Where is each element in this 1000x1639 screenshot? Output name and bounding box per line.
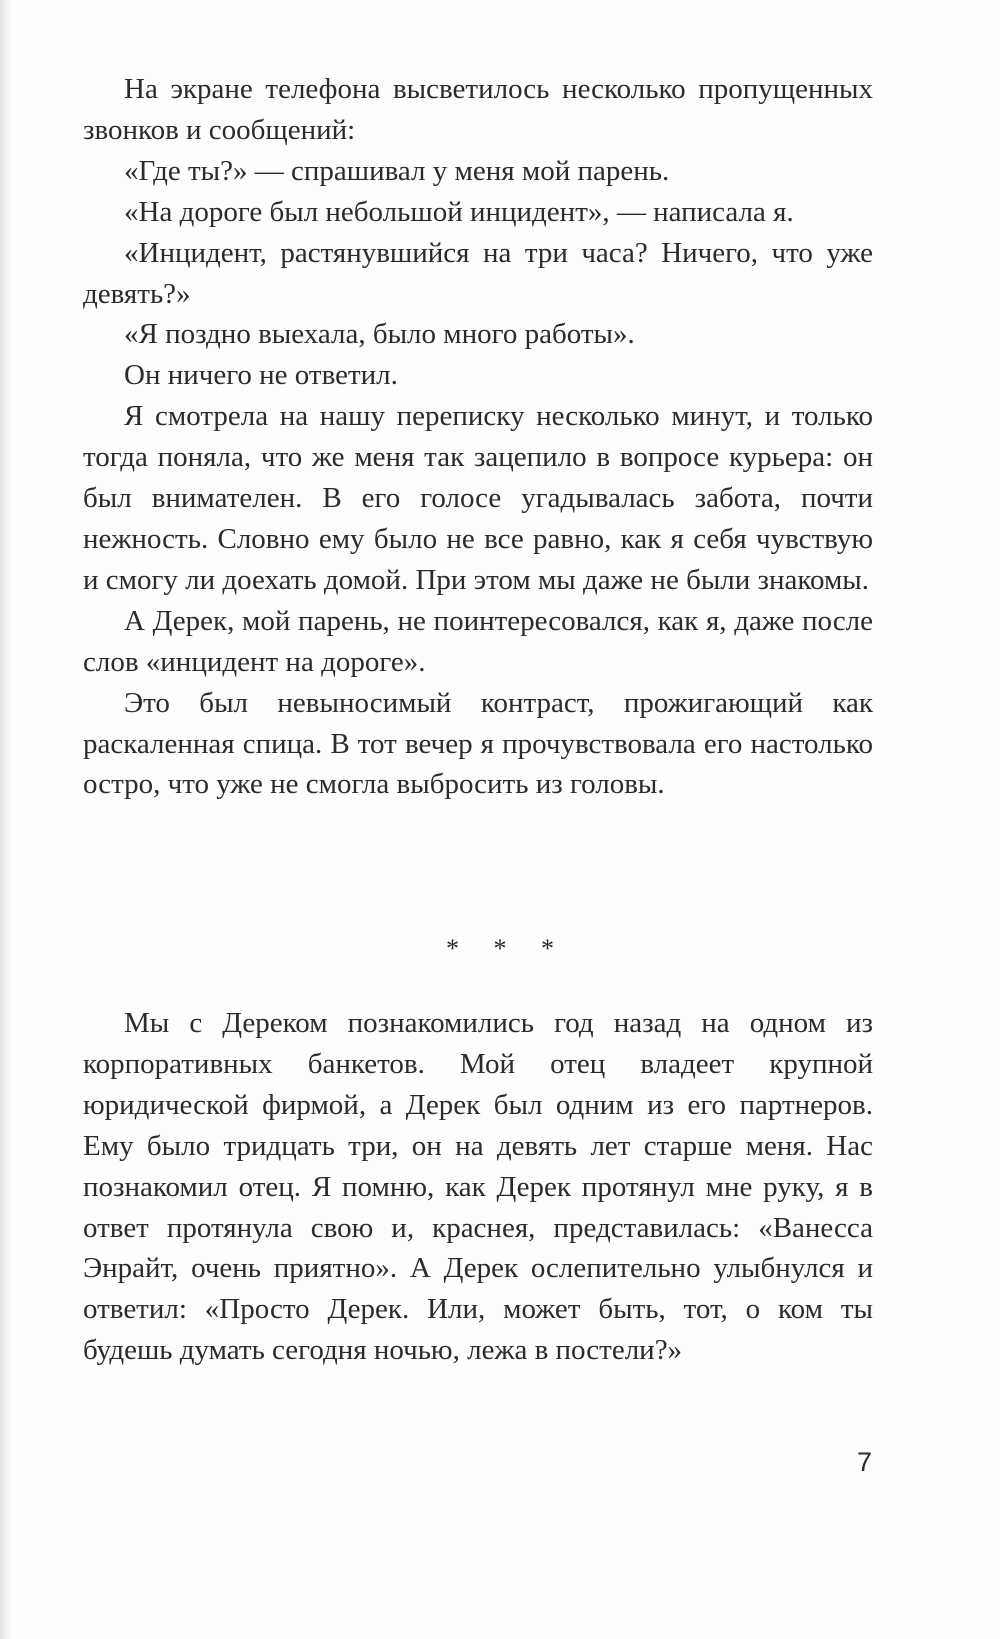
section-divider: * * *: [446, 934, 568, 963]
paragraph: «Я поздно выехала, было много работы».: [124, 318, 635, 351]
text-block-bottom: [83, 1003, 873, 1371]
text-block-top: [83, 69, 873, 805]
paragraph: Мы с Дереком познакомились год назад на одном из корпоративных банкетов. Мой отец владеет крупной юридической фирмой, а Дерек был одним из его партнеров. Ему было тридцать три, он на девять лет старше меня. Нас познакомил отец. Я помню, как Дерек протянул мне руку, я в ответ протянула свою и, краснея, представилась: «Ванесса Энрайт, очень приятно». А Дерек ослепительно улыбнулся и ответил: «Просто Дерек. Или, может быть, тот, о ком ты будешь думать сегодня ночью, лежа в постели?»: [83, 1007, 873, 1367]
paragraph: Я смотрела на нашу переписку несколько минут, и только тогда поняла, что же меня так зацепило в вопросе курьера: он был внимателен. В его голосе угадывалась забота, почти нежность. Словно ему было не все равно, как я себя чувствую и смогу ли доехать домой. При этом мы даже не были знакомы.: [83, 400, 873, 596]
page-edge-shadow: [0, 0, 12, 1639]
paragraph: Он ничего не ответил.: [124, 359, 398, 392]
page-number: 7: [856, 1447, 872, 1477]
paragraph: Это был невыносимый контраст, прожигающий как раскаленная спица. В тот вечер я прочувствовала его настолько остро, что уже не смогла выбросить из головы.: [83, 686, 873, 801]
paragraph: «На дороге был небольшой инцидент», — написала я.: [124, 195, 794, 228]
paragraph: «Где ты?» — спрашивал у меня мой парень.: [124, 154, 670, 187]
paragraph: «Инцидент, растянувшийся на три часа? Ничего, что уже девять?»: [83, 236, 873, 310]
paragraph: А Дерек, мой парень, не поинтересовался, как я, даже после слов «инцидент на дороге».: [83, 604, 873, 678]
paragraph: На экране телефона высветилось несколько пропущенных звонков и сообщений:: [83, 73, 873, 146]
